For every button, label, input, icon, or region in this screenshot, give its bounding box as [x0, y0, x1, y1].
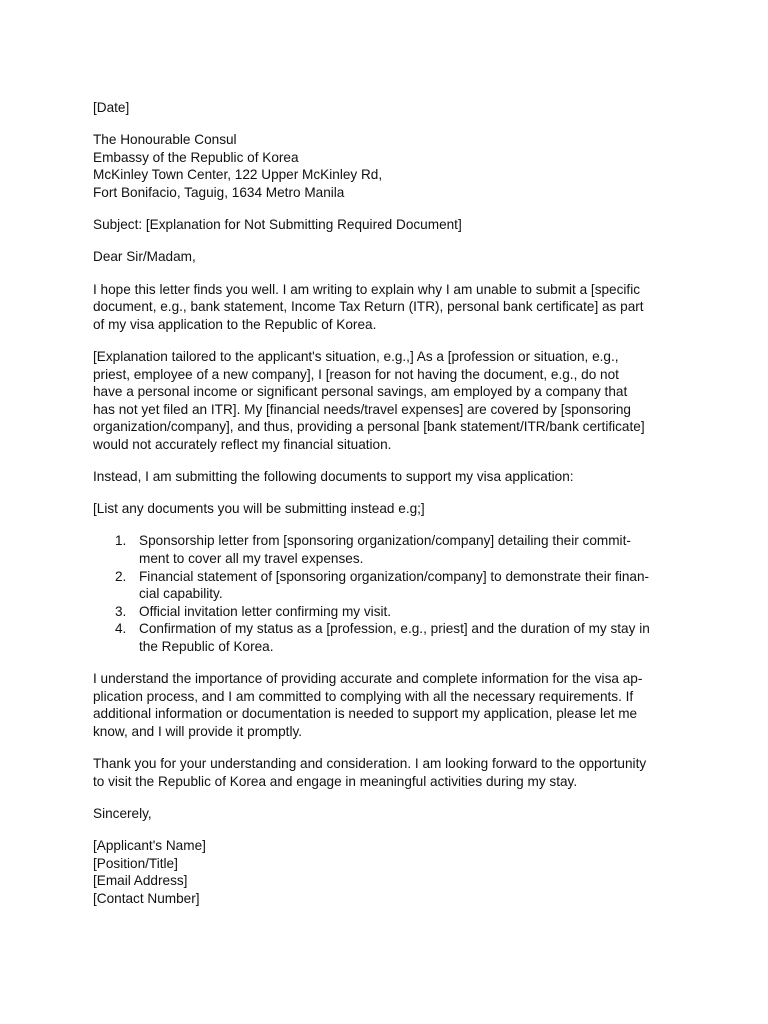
signature-line: [Applicant's Name] — [93, 838, 206, 854]
paragraph-line: know, and I will provide it promptly. — [93, 723, 303, 739]
signature-line: [Contact Number] — [93, 890, 200, 906]
recipient-line: Embassy of the Republic of Korea — [93, 149, 299, 165]
list-item-line: ment to cover all my travel expenses. — [139, 551, 364, 567]
letter-page — [93, 99, 683, 922]
paragraph-line: of my visa application to the Republic of Korea. — [93, 316, 377, 332]
recipient-line: McKinley Town Center, 122 Upper McKinley Rd, — [93, 167, 383, 183]
closing — [93, 805, 683, 823]
paragraph-line: document, e.g., bank statement, Income Tax Return (ITR), personal bank certificate] as part — [93, 299, 644, 315]
paragraph-instead — [93, 468, 683, 486]
list-item-number: 2. — [115, 568, 127, 584]
list-item-number: 3. — [115, 603, 127, 619]
date-line — [93, 99, 683, 117]
paragraph-line: would not accurately reflect my financial situation. — [93, 436, 392, 452]
list-item — [93, 603, 683, 621]
paragraph-line: has not yet filed an ITR]. My [financial needs/travel expenses] are covered by [sponsoring — [93, 401, 631, 417]
list-item-line: Financial statement of [sponsoring organization/company] to demonstrate their finan- — [139, 568, 650, 584]
paragraph-thanks — [93, 755, 683, 790]
list-item-number: 4. — [115, 621, 127, 637]
list-item — [93, 532, 683, 567]
signature-block — [93, 837, 683, 907]
list-item-line: cial capability. — [139, 586, 223, 602]
recipient-line: The Honourable Consul — [93, 132, 237, 148]
subject-line — [93, 216, 683, 234]
signature-line: [Position/Title] — [93, 855, 178, 871]
list-item — [93, 568, 683, 603]
paragraph-line: I hope this letter finds you well. I am writing to explain why I am unable to submit a [specific — [93, 281, 641, 297]
list-intro-text: [List any documents you will be submitting instead e.g;] — [93, 501, 425, 517]
paragraph-line: [Explanation tailored to the applicant's situation, e.g.,] As a [profession or situation, e.g., — [93, 348, 619, 364]
paragraph-line: to visit the Republic of Korea and engage in meaningful activities during my stay. — [93, 773, 578, 789]
paragraph-line: I understand the importance of providing accurate and complete information for the visa ap- — [93, 671, 643, 687]
paragraph-intro — [93, 281, 683, 334]
salutation-text: Dear Sir/Madam, — [93, 249, 196, 265]
list-item-line: Confirmation of my status as a [profession, e.g., priest] and the duration of my stay in — [139, 621, 650, 637]
list-item-line: Official invitation letter confirming my visit. — [139, 603, 392, 619]
paragraph-commitment — [93, 670, 683, 740]
document-list — [93, 532, 683, 655]
list-item-line: Sponsorship letter from [sponsoring organization/company] detailing their commit- — [139, 533, 631, 549]
paragraph-line: additional information or documentation is needed to support my application, please let me — [93, 706, 638, 722]
list-item-number: 1. — [115, 533, 127, 549]
list-item — [93, 620, 683, 655]
list-item-line: the Republic of Korea. — [139, 639, 274, 654]
paragraph-explanation — [93, 348, 683, 454]
paragraph-line: Thank you for your understanding and consideration. I am looking forward to the opportunity — [93, 756, 647, 772]
paragraph-line: organization/company], and thus, providing a personal [bank statement/ITR/bank certificate] — [93, 419, 645, 435]
signature-line: [Email Address] — [93, 873, 188, 889]
recipient-line: Fort Bonifacio, Taguig, 1634 Metro Manila — [93, 184, 345, 200]
salutation — [93, 248, 683, 266]
paragraph-line: plication process, and I am committed to complying with all the necessary requirements. If — [93, 688, 634, 704]
list-intro — [93, 500, 683, 518]
closing-text: Sincerely, — [93, 805, 152, 821]
paragraph-line: Instead, I am submitting the following documents to support my visa application: — [93, 469, 574, 485]
subject-text: Subject: [Explanation for Not Submitting Required Document] — [93, 217, 462, 233]
paragraph-line: have a personal income or significant personal savings, am employed by a company that — [93, 384, 628, 400]
date-text: [Date] — [93, 100, 130, 115]
recipient-address — [93, 131, 683, 201]
paragraph-line: priest, employee of a new company], I [reason for not having the document, e.g., do not — [93, 366, 619, 382]
